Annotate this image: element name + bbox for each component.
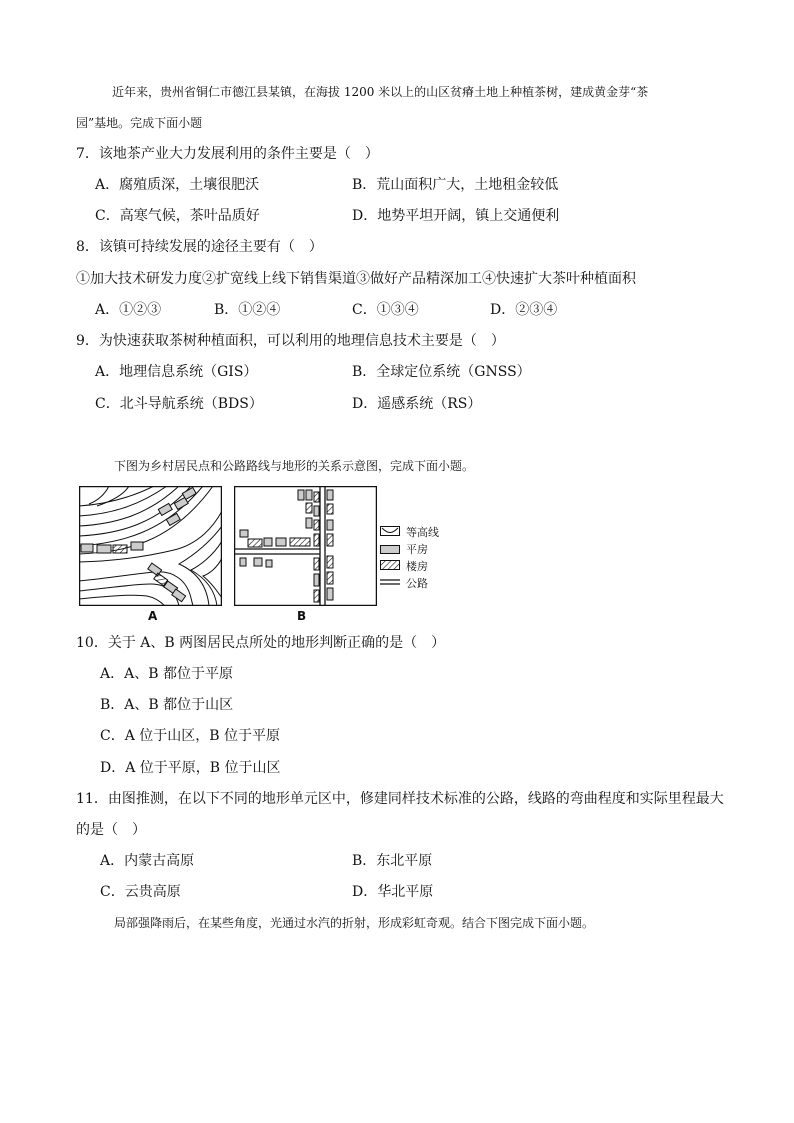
passage-3: 局部强降雨后，在某些角度，光通过水汽的折射，形成彩虹奇观。结合下图完成下面小题。 [114, 916, 595, 930]
question-7-option-a[interactable]: A．腐殖质深，土壤很肥沃 [95, 177, 260, 193]
question-10-option-d[interactable]: D．A 位于平原，B 位于山区 [100, 760, 281, 776]
question-8-items: ①加大技术研发力度②扩宽线上线下销售渠道③做好产品精深加工④快速扩大茶叶种植面积 [76, 271, 636, 287]
question-11-stem-line-2: 的是（ ） [76, 822, 146, 838]
map-b-label: B [297, 609, 307, 623]
question-9-option-b[interactable]: B．全球定位系统（GNSS） [352, 364, 531, 380]
question-9-option-a[interactable]: A．地理信息系统（GIS） [95, 364, 258, 380]
question-9-option-c[interactable]: C．北斗导航系统（BDS） [95, 396, 263, 412]
map-a [79, 486, 222, 606]
road-swatch-icon [380, 577, 400, 590]
legend-road [380, 575, 439, 592]
legend-bungalow-label: 平房 [406, 543, 428, 556]
question-8-option-d[interactable]: D．②③④ [490, 302, 558, 318]
legend-contour-label: 等高线 [406, 526, 439, 539]
question-8-stem: 8．该镇可持续发展的途径主要有（ ） [76, 239, 323, 255]
map-a-label: A [148, 609, 158, 623]
passage-1-line-1: 近年来，贵州省铜仁市德江县某镇，在海拔 1200 米以上的山区贫瘠土地上种植茶树，建成黄金芽“茶 [112, 85, 649, 99]
map-b [234, 486, 377, 606]
question-8-option-c[interactable]: C．①③④ [352, 302, 419, 318]
question-7-option-b[interactable]: B．荒山面积广大，土地租金较低 [352, 177, 559, 193]
question-8-option-a[interactable]: A．①②③ [95, 302, 162, 318]
passage-1-line-2: 园”基地。完成下面小题 [76, 116, 203, 130]
legend-road-label: 公路 [406, 577, 428, 590]
legend-contour [380, 524, 439, 541]
question-10-stem: 10．关于 A、B 两图居民点所处的地形判断正确的是（ ） [76, 635, 446, 651]
question-7-option-c[interactable]: C．高寒气候，茶叶品质好 [95, 208, 260, 224]
question-7-option-d[interactable]: D．地势平坦开阔，镇上交通便利 [352, 208, 560, 224]
contour-swatch-icon [380, 526, 400, 539]
question-7-stem: 7．该地茶产业大力发展利用的条件主要是（ ） [76, 146, 379, 162]
building-swatch-icon [380, 560, 400, 573]
question-11-option-c[interactable]: C．云贵高原 [100, 884, 181, 900]
passage-2: 下图为乡村居民点和公路路线与地形的关系示意图，完成下面小题。 [114, 459, 475, 473]
bungalow-swatch-icon [380, 545, 400, 554]
question-11-option-a[interactable]: A．内蒙古高原 [100, 853, 195, 869]
question-11-option-b[interactable]: B．东北平原 [352, 853, 433, 869]
map-legend [380, 524, 439, 592]
question-9-option-d[interactable]: D．遥感系统（RS） [352, 396, 482, 412]
question-8-option-b[interactable]: B．①②④ [214, 302, 281, 318]
question-10-option-a[interactable]: A．A、B 都位于平原 [100, 666, 233, 682]
legend-bungalow [380, 541, 439, 558]
question-10-option-c[interactable]: C．A 位于山区，B 位于平原 [100, 728, 281, 744]
question-9-stem: 9．为快速获取茶树种植面积，可以利用的地理信息技术主要是（ ） [76, 333, 505, 349]
question-11-stem-line-1: 11．由图推测，在以下不同的地形单元区中，修建同样技术标准的公路，线路的弯曲程度和实际里程最大 [76, 791, 724, 807]
question-10-option-b[interactable]: B．A、B 都位于山区 [100, 697, 234, 713]
question-11-option-d[interactable]: D．华北平原 [352, 884, 434, 900]
legend-building [380, 558, 439, 575]
legend-building-label: 楼房 [406, 560, 428, 573]
